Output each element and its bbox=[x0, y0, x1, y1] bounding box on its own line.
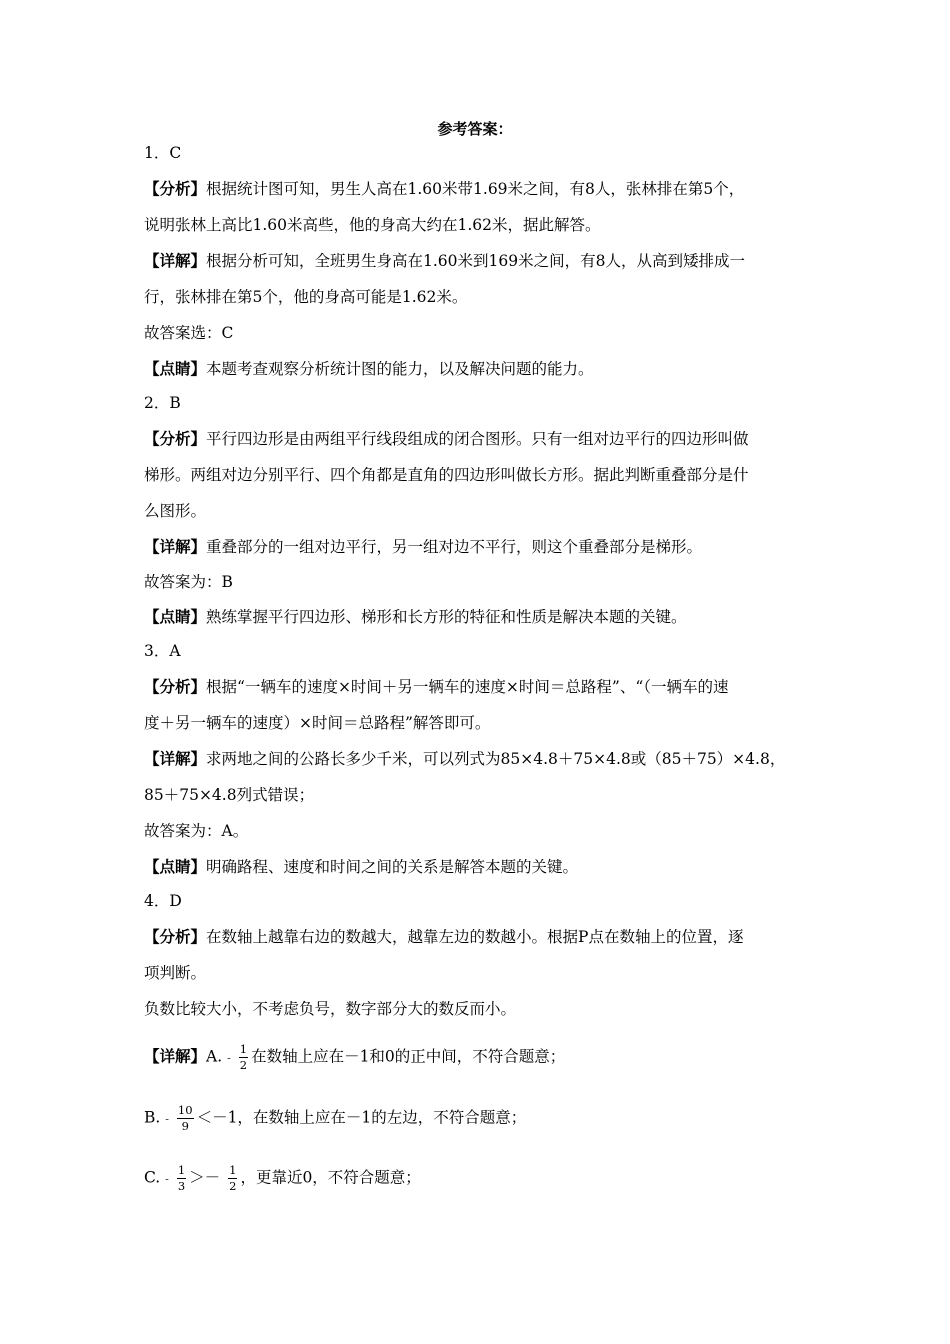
q3-comment-text: 明确路程、速度和时间之间的关系是解答本题的关键。 bbox=[206, 858, 579, 876]
q3-heading: 3．A bbox=[144, 642, 181, 660]
q2-comment-text: 熟练掌握平行四边形、梯形和长方形的特征和性质是解决本题的关键。 bbox=[206, 608, 687, 626]
q3-analysis-line-2: 度＋另一辆车的速度）×时间＝总路程”解答即可。 bbox=[144, 714, 491, 732]
q2-detail-text-1: 重叠部分的一组对边平行，另一组对边不平行，则这个重叠部分是梯形。 bbox=[206, 538, 703, 556]
q1-heading: 1．C bbox=[144, 144, 182, 162]
q3-analysis-line-1 bbox=[144, 677, 729, 697]
fraction-denominator: 3 bbox=[177, 1179, 186, 1193]
q4-detail-c-prefix: C. bbox=[144, 1168, 161, 1187]
fraction-denominator: 2 bbox=[229, 1179, 237, 1193]
fraction-numerator: 10 bbox=[177, 1103, 193, 1117]
q4-analysis-text-1: 在数轴上越靠右边的数越大，越靠左边的数越小。根据P点在数轴上的位置，逐 bbox=[206, 928, 744, 946]
q4-detail-c-fraction-1 bbox=[177, 1164, 186, 1193]
q3-comment-tag: 【点睛】 bbox=[144, 858, 207, 876]
fraction-numerator: 1 bbox=[177, 1163, 186, 1177]
q4-analysis-line-3: 负数比较大小，不考虑负号，数字部分大的数反而小。 bbox=[144, 1000, 517, 1018]
fraction-denominator: 9 bbox=[177, 1118, 194, 1133]
q2-analysis-line-2: 梯形。两组对边分别平行、四个角都是直角的四边形叫做长方形。据此判断重叠部分是什 bbox=[144, 466, 749, 484]
fraction-numerator: 1 bbox=[229, 1163, 237, 1177]
q4-analysis-line-2: 项判断。 bbox=[144, 964, 207, 982]
q2-comment-tag: 【点睛】 bbox=[144, 608, 207, 626]
q4-detail-c-text: ，更靠近0，不符合题意； bbox=[240, 1168, 421, 1187]
q4-detail-a-text: 在数轴上应在－1和0的正中间，不符合题意； bbox=[251, 1047, 566, 1066]
q1-answer: 故答案选：C bbox=[144, 324, 234, 342]
fraction-numerator: 1 bbox=[239, 1042, 248, 1056]
q4-detail-a-prefix: A. bbox=[206, 1047, 223, 1066]
q4-analysis-line-1 bbox=[144, 927, 743, 947]
q3-detail-tag: 【详解】 bbox=[144, 750, 207, 768]
q2-analysis-line-1 bbox=[144, 429, 749, 449]
q2-answer: 故答案为：B bbox=[144, 573, 233, 591]
q2-detail-line-1 bbox=[144, 537, 702, 557]
q1-detail-tag: 【详解】 bbox=[144, 252, 207, 270]
q4-detail-a-fraction bbox=[239, 1043, 248, 1072]
page-title: 参考答案： bbox=[437, 120, 513, 138]
fraction-denominator: 2 bbox=[239, 1058, 248, 1072]
q3-detail-line-2: 85＋75×4.8列式错误； bbox=[144, 786, 315, 804]
q4-detail-c-comparison: ＞－ bbox=[189, 1168, 221, 1187]
q4-detail-c-minus: - bbox=[165, 1172, 169, 1186]
q4-detail-b-prefix: B. bbox=[144, 1108, 161, 1127]
q1-detail-line-1 bbox=[144, 251, 745, 271]
q3-analysis-tag: 【分析】 bbox=[144, 678, 207, 696]
q1-analysis-line-1 bbox=[144, 179, 744, 199]
q3-analysis-text-1: 根据“一辆车的速度×时间＋另一辆车的速度×时间＝总路程”、“（一辆车的速 bbox=[206, 678, 729, 696]
q2-detail-tag: 【详解】 bbox=[144, 538, 207, 556]
q3-comment-line bbox=[144, 857, 578, 877]
q2-analysis-line-3: 么图形。 bbox=[144, 502, 207, 520]
q4-heading: 4．D bbox=[144, 892, 182, 910]
q1-comment-line bbox=[144, 359, 594, 379]
q1-analysis-line-2: 说明张林上高比1.60米高些，他的身高大约在1.62米，据此解答。 bbox=[144, 216, 601, 234]
q1-detail-line-2: 行，张林排在第5个，他的身高可能是1.62米。 bbox=[144, 288, 468, 306]
q4-detail-c bbox=[144, 1164, 421, 1193]
q3-answer: 故答案为：A。 bbox=[144, 822, 249, 840]
q2-comment-line bbox=[144, 607, 687, 627]
q4-detail-b-text: ＜－1，在数轴上应在－1的左边，不符合题意； bbox=[196, 1108, 527, 1127]
q1-comment-tag: 【点睛】 bbox=[144, 360, 207, 378]
q4-detail-b-fraction bbox=[177, 1104, 194, 1133]
q1-analysis-tag: 【分析】 bbox=[144, 180, 207, 198]
q4-detail-c-fraction-2 bbox=[228, 1164, 237, 1193]
q4-detail-b-minus: - bbox=[165, 1112, 169, 1126]
q2-analysis-tag: 【分析】 bbox=[144, 430, 207, 448]
q1-analysis-text-1: 根据统计图可知，男生人高在1.60米带1.69米之间，有8人，张林排在第5个， bbox=[206, 180, 745, 198]
q2-heading: 2．B bbox=[144, 394, 181, 412]
q3-detail-text-1: 求两地之间的公路长多少千米，可以列式为85×4.8＋75×4.8或（85＋75）×4.8， bbox=[206, 750, 786, 768]
q1-comment-text: 本题考查观察分析统计图的能力，以及解决问题的能力。 bbox=[206, 360, 594, 378]
q4-detail-a-minus: - bbox=[227, 1051, 231, 1065]
q4-analysis-tag: 【分析】 bbox=[144, 928, 207, 946]
q1-detail-text-1: 根据分析可知，全班男生身高在1.60米到169米之间，有8人，从高到矮排成一 bbox=[206, 252, 745, 270]
q4-detail-tag: 【详解】 bbox=[144, 1047, 207, 1066]
q2-analysis-text-1: 平行四边形是由两组平行线段组成的闭合图形。只有一组对边平行的四边形叫做 bbox=[206, 430, 749, 448]
q4-detail-b bbox=[144, 1104, 526, 1133]
q3-detail-line-1 bbox=[144, 749, 785, 769]
q4-detail-a bbox=[144, 1043, 565, 1072]
